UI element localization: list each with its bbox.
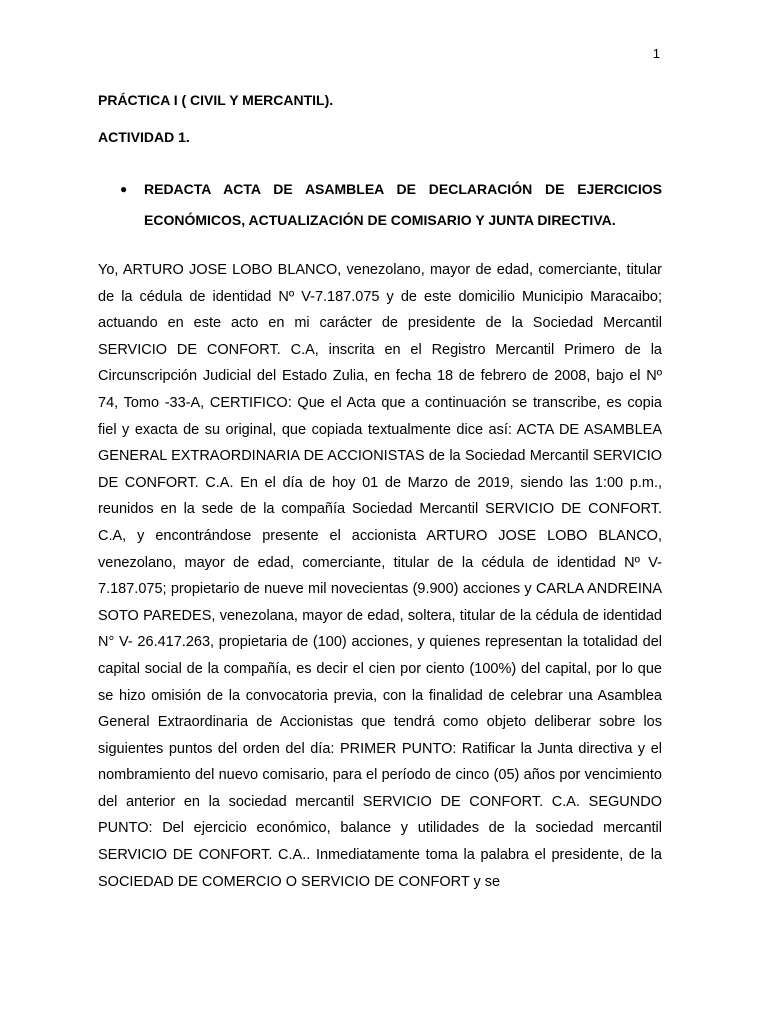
bullet-item	[98, 174, 662, 236]
document-title: PRÁCTICA I ( CIVIL Y MERCANTIL).	[98, 92, 334, 108]
body-paragraph: Yo, ARTURO JOSE LOBO BLANCO, venezolano, mayor de edad, comerciante, titular de la cédula de identidad Nº V-7.187.075 y de este domicilio Municipio Maracaibo; actuando en este acto en mi carácter de presidente de la Sociedad Mercantil SERVICIO DE CONFORT. C.A, inscrita en el Registro Mercantil Primero de la Circunscripción Judicial del Estado Zulia, en fecha 18 de febrero de 2008, bajo el Nº 74, Tomo -33-A, CERTIFICO: Que el Acta que a continuación se transcribe, es copia fiel y exacta de su original, que copiada textualmente dice así: ACTA DE ASAMBLEA GENERAL EXTRAORDINARIA DE ACCIONISTAS de la Sociedad Mercantil SERVICIO DE CONFORT. C.A. En el día de hoy 01 de Marzo de 2019, siendo las 1:00 p.m., reunidos en la sede de la compañía Sociedad Mercantil SERVICIO DE CONFORT. C.A, y encontrándose presente el accionista ARTURO JOSE LOBO BLANCO, venezolano, mayor de edad, comerciante, titular de la cédula de identidad Nº V-7.187.075; propietario de nueve mil novecientas (9.900) acciones y CARLA ANDREINA SOTO PAREDES, venezolana, mayor de edad, soltera, titular de la cédula de identidad N° V- 26.417.263, propietaria de (100) acciones, y quienes representan la totalidad del capital social de la compañía, es decir el cien por ciento (100%) del capital, por lo que se hizo omisión de la convocatoria previa, con la finalidad de celebrar una Asamblea General Extraordinaria de Accionistas que tendrá como objeto deliberar sobre los siguientes puntos del orden del día: PRIMER PUNTO: Ratificar la Junta directiva y el nombramiento del nuevo comisario, para el período de cinco (05) años por vencimiento del anterior en la sociedad mercantil SERVICIO DE CONFORT. C.A. SEGUNDO PUNTO: Del ejercicio económico, balance y utilidades de la sociedad mercantil SERVICIO DE CONFORT. C.A.. Inmediatamente toma la palabra el presidente, de la SOCIEDAD DE COMERCIO O SERVICIO DE CONFORT y se	[98, 262, 662, 890]
bullet-text: REDACTA ACTA DE ASAMBLEA DE DECLARACIÓN DE EJERCICIOS ECONÓMICOS, ACTUALIZACIÓN DE COMISARIO Y JUNTA DIRECTIVA.	[144, 181, 662, 228]
page-number: 1	[652, 46, 660, 61]
bullet-icon: ●	[120, 182, 128, 196]
activity-heading: ACTIVIDAD 1.	[98, 129, 190, 145]
